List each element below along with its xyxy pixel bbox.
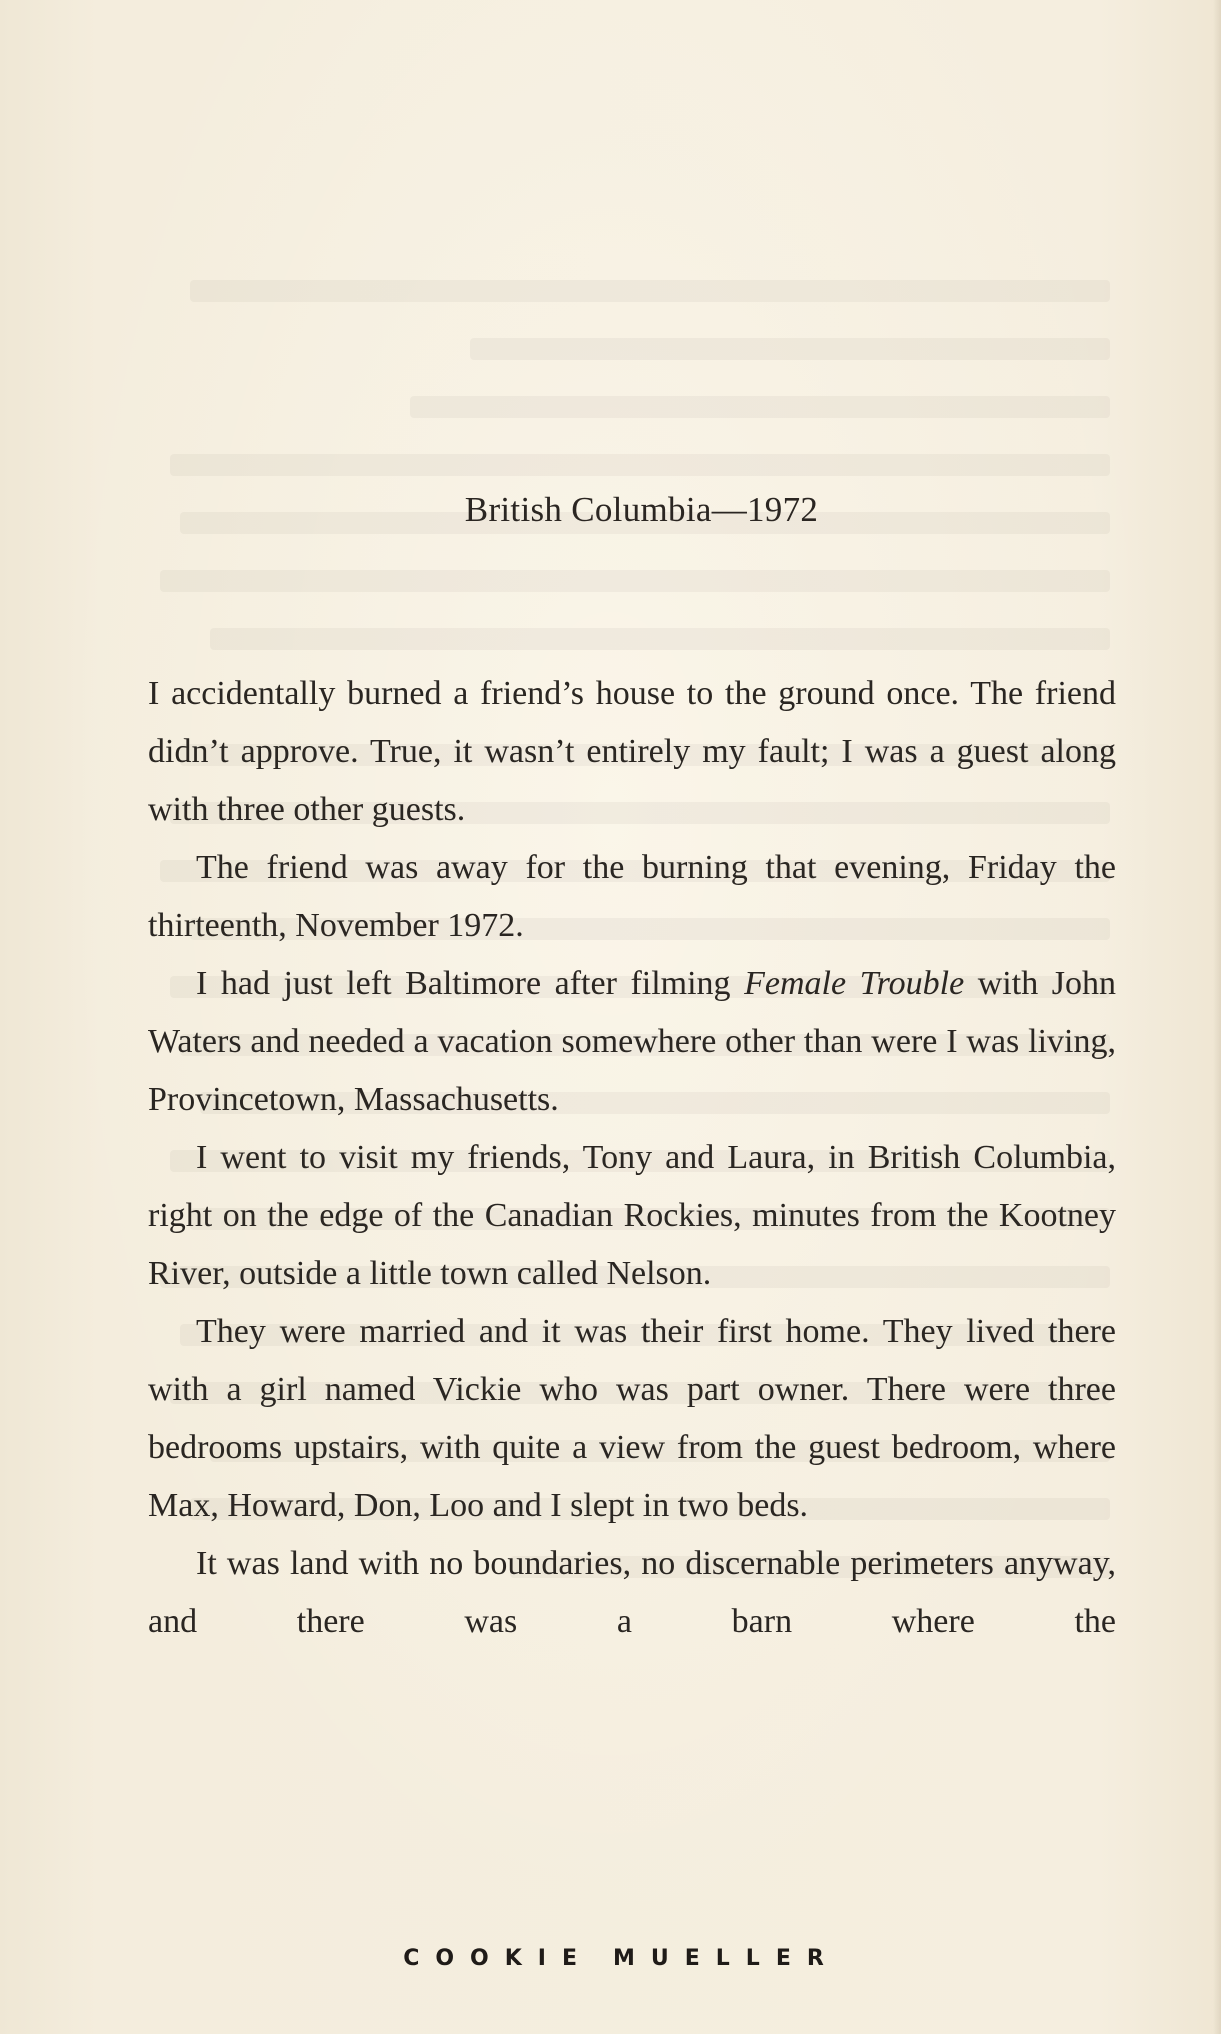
body-text <box>148 665 1116 1651</box>
paragraph-text: The friend was away for the burning that evening, Friday the thirteenth, November 1972. <box>148 849 1116 944</box>
footer-author-last: MUELLER <box>613 1946 840 1971</box>
footer-author-first: COOKIE <box>403 1946 593 1971</box>
paragraph <box>148 665 1116 839</box>
paragraph-text: It was land with no boundaries, no discernable perimeters anyway, and there was a barn where the <box>148 1545 1116 1640</box>
chapter-heading: British Columbia—1972 <box>464 490 819 529</box>
running-footer <box>0 1946 1221 1971</box>
italic-title: Female Trouble <box>744 965 965 1002</box>
paragraph <box>148 1129 1116 1303</box>
paragraph <box>148 839 1116 955</box>
paragraph-text: I went to visit my friends, Tony and Laura, in British Columbia, right on the edge of the Canadian Rockies, minutes from the Kootney River, outside a little town called Nelson. <box>148 1139 1116 1292</box>
paragraph-text: They were married and it was their first home. They lived there with a girl named Vickie who was part owner. There were three bedrooms upstairs, with quite a view from the guest bedroom, where Max, Howard, Don, Loo and I slept in two beds. <box>148 1313 1116 1524</box>
paragraph-text: I accidentally burned a friend’s house to the ground once. The friend didn’t approve. True, it wasn’t entirely my fault; I was a guest along with three other guests. <box>148 675 1116 828</box>
paragraph <box>148 1303 1116 1535</box>
paragraph <box>148 955 1116 1129</box>
page-edge-shadow <box>1213 0 1221 2034</box>
paragraph-text: I had just left Baltimore after filming <box>196 965 745 1002</box>
paragraph-text: with John Waters and needed a vacation somewhere other than were I was living, Provincetown, Massachusetts. <box>148 965 1116 1118</box>
paragraph <box>148 1535 1116 1651</box>
